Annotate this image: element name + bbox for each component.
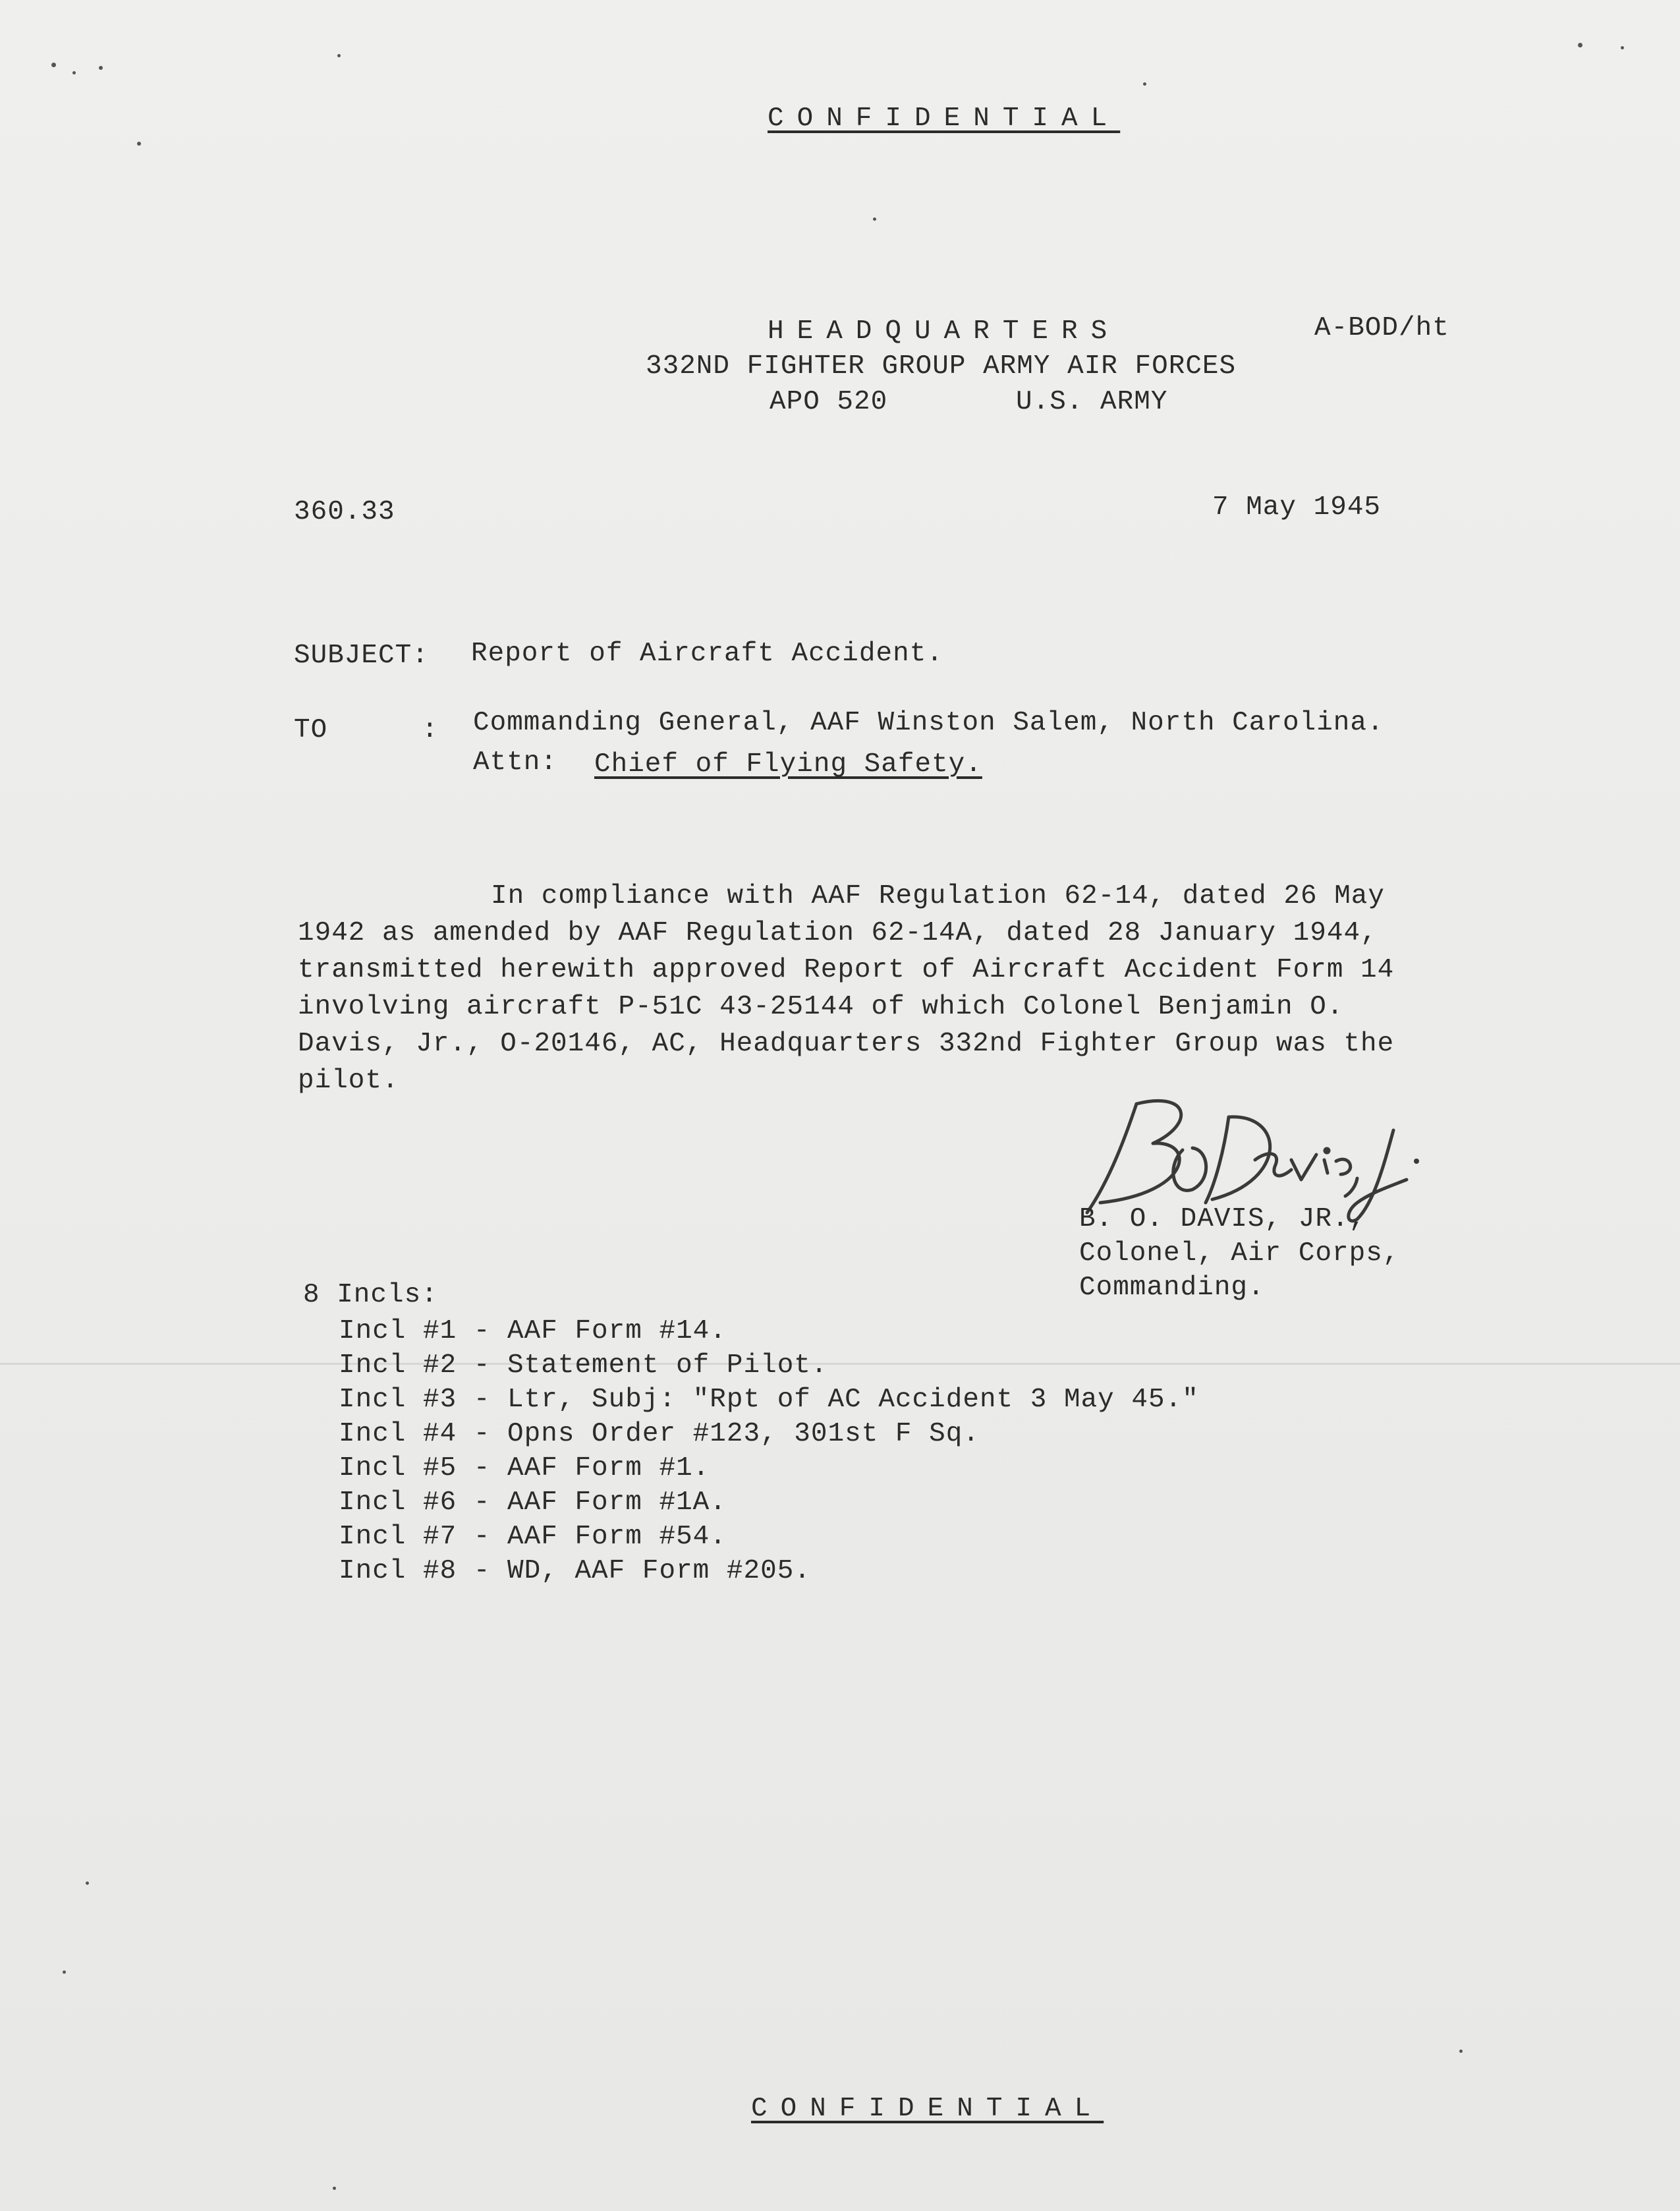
to-colon: : bbox=[422, 715, 439, 745]
inclosure-item: Incl #6 - AAF Form #1A. bbox=[339, 1487, 727, 1518]
scan-speck bbox=[86, 1881, 89, 1885]
army-label: U.S. ARMY bbox=[1016, 387, 1168, 417]
inclosure-item: Incl #2 - Statement of Pilot. bbox=[339, 1350, 828, 1381]
body-line: involving aircraft P-51C 43-25144 of which Colonel Benjamin O. bbox=[298, 992, 1344, 1022]
scan-speck bbox=[137, 142, 141, 146]
attn-label: Attn: bbox=[473, 747, 558, 778]
signer-name: B. O. DAVIS, JR., bbox=[1079, 1204, 1366, 1234]
subject-text: Report of Aircraft Accident. bbox=[471, 639, 943, 669]
hq-title: HEADQUARTERS bbox=[768, 316, 1121, 347]
scan-speck bbox=[51, 63, 56, 67]
scan-speck bbox=[1621, 46, 1624, 49]
unit-name: 332ND FIGHTER GROUP ARMY AIR FORCES bbox=[646, 351, 1237, 382]
inclosure-item: Incl #3 - Ltr, Subj: "Rpt of AC Accident 3 May 45." bbox=[339, 1385, 1199, 1415]
apo-number: APO 520 bbox=[770, 387, 888, 417]
inclosure-item: Incl #5 - AAF Form #1. bbox=[339, 1453, 710, 1483]
file-number: 360.33 bbox=[294, 497, 395, 527]
attn-recipient: Chief of Flying Safety. bbox=[594, 749, 982, 780]
inclosure-item: Incl #1 - AAF Form #14. bbox=[339, 1316, 727, 1346]
scan-speck bbox=[337, 54, 341, 57]
inclosure-item: Incl #4 - Opns Order #123, 301st F Sq. bbox=[339, 1419, 980, 1449]
addressee: Commanding General, AAF Winston Salem, North Carolina. bbox=[473, 708, 1384, 738]
letter-date: 7 May 1945 bbox=[1212, 492, 1382, 523]
body-line: transmitted herewith approved Report of Aircraft Accident Form 14 bbox=[298, 955, 1395, 985]
scan-speck bbox=[873, 217, 876, 221]
page-fold-line bbox=[0, 1363, 1680, 1365]
body-line: 1942 as amended by AAF Regulation 62-14A, dated 28 January 1944, bbox=[298, 918, 1378, 948]
to-label: TO bbox=[294, 715, 328, 745]
scan-speck bbox=[1143, 82, 1146, 86]
body-line: In compliance with AAF Regulation 62-14, dated 26 May bbox=[491, 881, 1386, 911]
file-reference: A-BOD/ht bbox=[1314, 313, 1449, 343]
signer-role: Commanding. bbox=[1079, 1273, 1265, 1303]
scan-speck bbox=[1578, 43, 1582, 47]
signer-rank: Colonel, Air Corps, bbox=[1079, 1238, 1400, 1269]
inclosure-item: Incl #8 - WD, AAF Form #205. bbox=[339, 1556, 811, 1586]
scan-speck bbox=[333, 2187, 336, 2190]
classification-bottom: CONFIDENTIAL bbox=[751, 2094, 1104, 2124]
inclosure-item: Incl #7 - AAF Form #54. bbox=[339, 1522, 727, 1552]
body-line: Davis, Jr., O-20146, AC, Headquarters 332nd Fighter Group was the bbox=[298, 1029, 1395, 1059]
scan-speck bbox=[99, 66, 103, 70]
scan-speck bbox=[72, 71, 76, 74]
scan-speck bbox=[63, 1970, 66, 1974]
inclosures-heading: 8 Incls: bbox=[303, 1280, 438, 1310]
body-line: pilot. bbox=[298, 1066, 399, 1096]
subject-label: SUBJECT: bbox=[294, 641, 429, 671]
scan-speck bbox=[1459, 2050, 1463, 2053]
classification-top: CONFIDENTIAL bbox=[768, 103, 1121, 134]
